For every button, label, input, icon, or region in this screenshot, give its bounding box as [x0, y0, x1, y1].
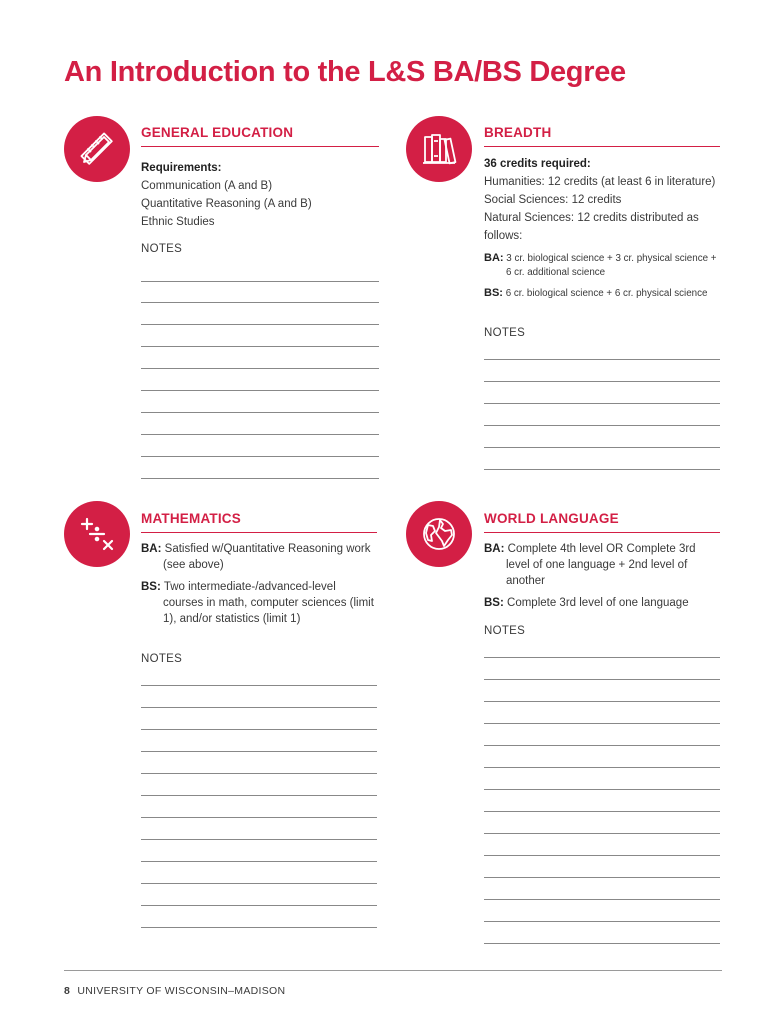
bs-label: BS:: [141, 581, 161, 593]
footer: [64, 985, 285, 997]
breadth-section: [484, 125, 720, 470]
page-number: 8: [64, 985, 71, 997]
notes-lines: [141, 671, 377, 928]
ba-label: BA:: [484, 543, 505, 555]
ba-text: 3 cr. biological science + 3 cr. physical science + 6 cr. additional science: [506, 253, 717, 278]
page-title: An Introduction to the L&S BA/BS Degree: [64, 56, 626, 88]
math-ba-requirement: [141, 541, 377, 573]
books-icon: [406, 116, 472, 182]
globe-icon: [406, 501, 472, 567]
list-item: Communication (A and B): [141, 180, 273, 192]
ba-label: BA:: [141, 543, 162, 555]
ba-text: Complete 4th level OR Complete 3rd level of one language + 2nd level of another: [506, 543, 696, 587]
world-language-section: [484, 511, 720, 944]
notes-lines: [484, 345, 720, 470]
language-bs-requirement: [484, 595, 720, 611]
bs-label: BS:: [484, 597, 504, 609]
list-item: Social Sciences: 12 credits: [484, 194, 622, 206]
credits-heading: 36 credits required:: [484, 158, 591, 170]
list-item: Ethnic Studies: [141, 216, 215, 228]
notes-lines: [141, 261, 379, 479]
math-bs-requirement: [141, 579, 377, 627]
math-symbols-icon: [64, 501, 130, 567]
general-education-section: [141, 125, 379, 479]
breadth-bs-requirement: [484, 286, 720, 301]
list-item: Natural Sciences: 12 credits distributed as follows:: [484, 212, 699, 242]
mathematics-section: [141, 511, 377, 928]
notes-label: NOTES: [484, 625, 526, 637]
notes-label: NOTES: [484, 327, 526, 339]
requirements-heading: Requirements:: [141, 162, 222, 174]
notes-lines: [484, 643, 720, 944]
ba-label: BA:: [484, 252, 504, 264]
list-item: Quantitative Reasoning (A and B): [141, 198, 312, 210]
ba-text: Satisfied w/Quantitative Reasoning work (see above): [163, 543, 371, 571]
world-language-heading: WORLD LANGUAGE: [484, 511, 720, 533]
bs-text: Complete 3rd level of one language: [507, 597, 689, 609]
list-item: Humanities: 12 credits (at least 6 in literature): [484, 176, 716, 188]
footer-divider: [64, 970, 722, 971]
notes-label: NOTES: [141, 243, 183, 255]
bs-text: Two intermediate-/advanced-level courses in math, computer sciences (limit 1), and/or statistics (limit 1): [163, 581, 374, 625]
footer-text: UNIVERSITY OF WISCONSIN–MADISON: [77, 985, 286, 997]
mathematics-heading: MATHEMATICS: [141, 511, 377, 533]
ruler-pencil-icon: [64, 116, 130, 182]
general-education-heading: GENERAL EDUCATION: [141, 125, 379, 147]
bs-text: 6 cr. biological science + 6 cr. physical science: [505, 288, 708, 299]
breadth-heading: BREADTH: [484, 125, 720, 147]
bs-label: BS:: [484, 287, 503, 299]
language-ba-requirement: [484, 541, 720, 589]
notes-label: NOTES: [141, 653, 183, 665]
breadth-ba-requirement: [484, 251, 720, 280]
